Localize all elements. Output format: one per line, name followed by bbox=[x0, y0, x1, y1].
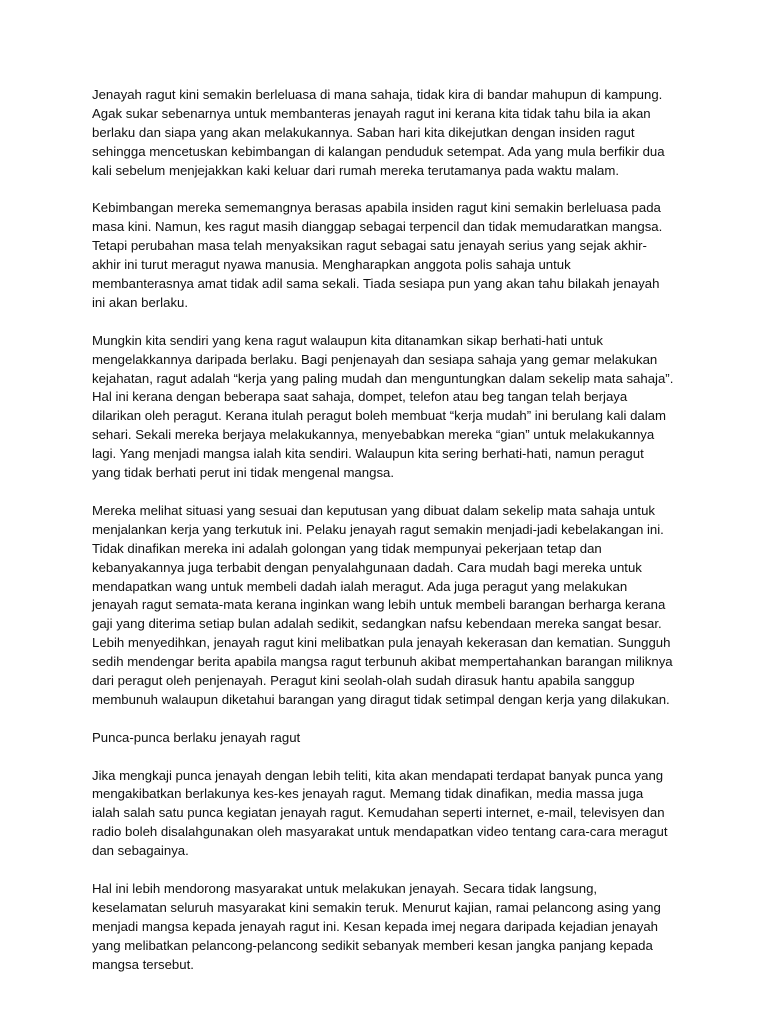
paragraph-perpetrators: Mereka melihat situasi yang sesuai dan keputusan yang dibuat dalam sekelip mata sahaja untuk menjalankan kerja yang terkutuk ini. Pelaku jenayah ragut semakin menjadi-jadi kebelakangan ini. Tidak dinafikan mereka ini adalah golongan yang tidak mempunyai pekerjaan tetap dan kebanyakannya juga terbabit dengan penyalahgunaan dadah. Cara mudah bagi mereka untuk mendapatkan wang untuk membeli dadah ialah meragut. Ada juga peragut yang melakukan jenayah ragut semata-mata kerana inginkan wang lebih untuk membeli barangan berharga kerana gaji yang diterima setiap bulan adalah sedikit, sedangkan nafsu kebendaan mereka sangat besar. Lebih menyedihkan, jenayah ragut kini melibatkan pula jenayah kekerasan dan kematian. Sungguh sedih mendengar berita apabila mangsa ragut terbunuh akibat mempertahankan barangan miliknya dari peragut oleh penjenayah. Peragut kini seolah-olah sudah dirasuk hantu apabila sanggup membunuh walaupun diketahui barangan yang diragut tidak setimpal dengan kerja yang dilakukan. bbox=[92, 502, 673, 707]
paragraph-intro: Jenayah ragut kini semakin berleluasa di mana sahaja, tidak kira di bandar mahupun di kampung. Agak sukar sebenarnya untuk membanteras jenayah ragut ini kerana kita tidak tahu bila ia akan berlaku dan siapa yang akan melakukannya. Saban hari kita dikejutkan dengan insiden ragut sehingga mencetuskan kebimbangan di kalangan penduduk setempat. Ada yang mula berfikir dua kali sebelum menjejakkan kaki keluar dari rumah mereka terutamanya pada waktu malam. bbox=[92, 87, 665, 178]
paragraph-concern: Kebimbangan mereka sememangnya berasas apabila insiden ragut kini semakin berleluasa pada masa kini. Namun, kes ragut masih dianggap sebagai terpencil dan tidak memudaratkan mangsa. Tetapi perubahan masa telah menyaksikan ragut sebagai satu jenayah serius yang sejak akhir-akhir ini turut meragut nyawa manusia. Mengharapkan anggota polis sahaja untuk membanterasnya amat tidak adil sama sekali. Tiada sesiapa pun yang akan tahu bilakah jenayah ini akan berlaku. bbox=[92, 200, 663, 310]
section-heading-causes: Punca-punca berlaku jenayah ragut bbox=[92, 729, 301, 745]
document-page bbox=[92, 86, 674, 993]
paragraph-tourists: Hal ini lebih mendorong masyarakat untuk melakukan jenayah. Secara tidak langsung, keselamatan seluruh masyarakat kini semakin teruk. Menurut kajian, ramai pelancong asing yang menjadi mangsa kepada jenayah ragut ini. Kesan kepada imej negara daripada kejadian jenayah yang melibatkan pelancong-pelancong sedikit sebanyak memberi kesan jangka panjang kepada mangsa tersebut. bbox=[92, 880, 661, 972]
paragraph-victims: Mungkin kita sendiri yang kena ragut walaupun kita ditanamkan sikap berhati-hati untuk mengelakkannya daripada berlaku. Bagi penjenayah dan sesiapa sahaja yang gemar melakukan kejahatan, ragut adalah “kerja yang paling mudah dan menguntungkan dalam sekelip mata sahaja”. Hal ini kerana dengan beberapa saat sahaja, dompet, telefon atau beg tangan telah berjaya dilarikan oleh peragut. Kerana itulah peragut boleh membuat “kerja mudah” ini berulang kali dalam sehari. Sekali mereka berjaya melakukannya, menyebabkan mereka “gian” untuk melakukannya lagi. Yang menjadi mangsa ialah kita sendiri. Walaupun kita sering berhati-hati, namun peragut yang tidak berhati perut ini tidak mengenal mangsa. bbox=[92, 332, 674, 481]
paragraph-media-cause: Jika mengkaji punca jenayah dengan lebih teliti, kita akan mendapati terdapat banyak punca yang mengakibatkan berlakunya kes-kes jenayah ragut. Memang tidak dinafikan, media massa juga ialah salah satu punca kegiatan jenayah ragut. Kemudahan seperti internet, e-mail, televisyen dan radio boleh disalahgunakan oleh masyarakat untuk mendapatkan video tentang cara-cara meragut dan sebagainya. bbox=[92, 767, 668, 859]
